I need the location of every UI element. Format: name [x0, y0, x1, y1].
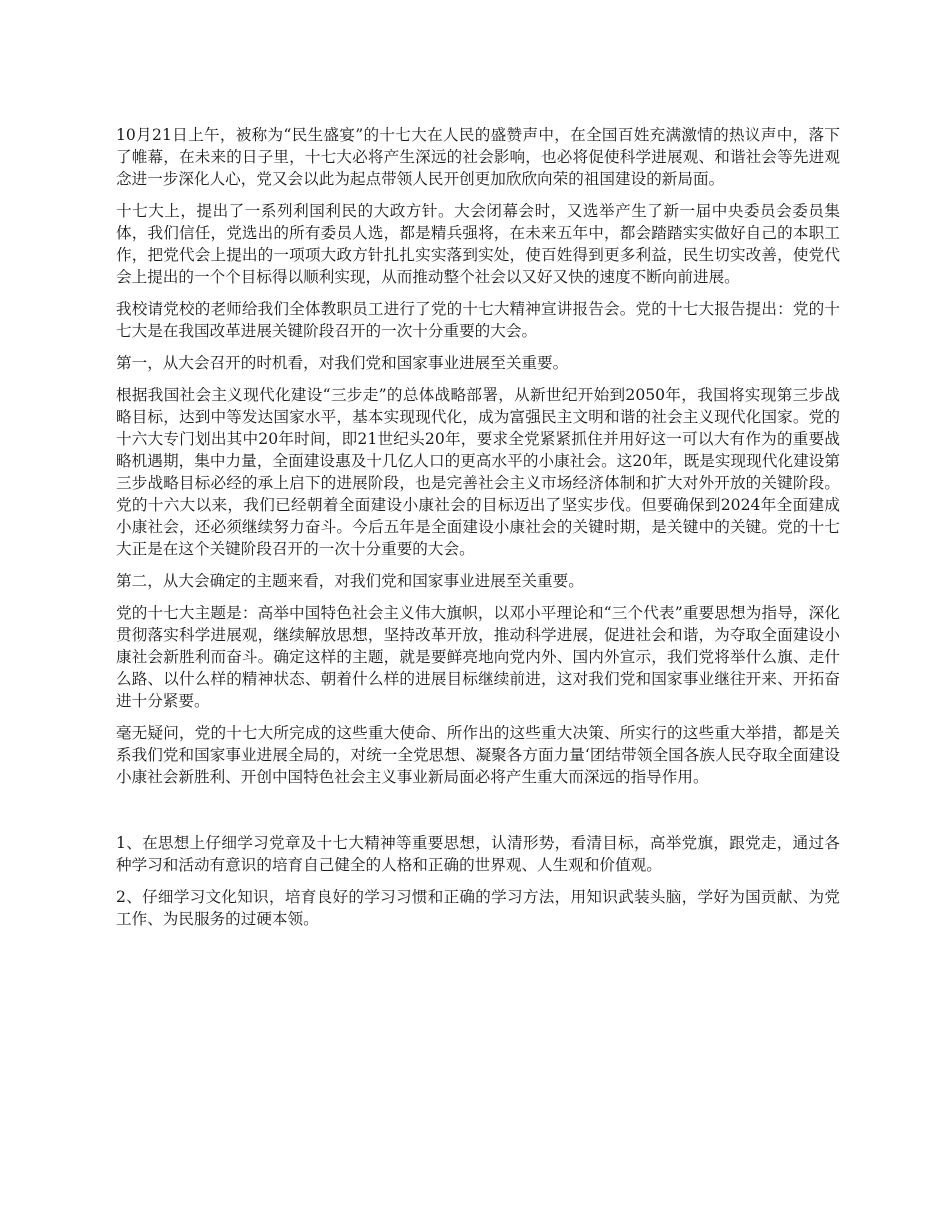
- paragraph-intro: 10月21日上午，被称为“民生盛宴”的十七大在人民的盛赞声中，在全国百姓充满激情的热议声中，落下了帷幕，在未来的日子里，十七大必将产生深远的社会影响，也必将促使科学进展观、和谐社会等先进观念进一步深化人心，党又会以此为起点带领人民开创更加欣欣向荣的祖国建设的新局面。: [116, 126, 840, 188]
- document-body: [116, 124, 840, 940]
- paragraph-lecture: 我校请党校的老师给我们全体教职员工进行了党的十七大精神宣讲报告会。党的十七大报告提出：党的十七大是在我国改革进展关键阶段召开的一次十分重要的大会。: [116, 300, 840, 340]
- list-item-1: 1、在思想上仔细学习党章及十七大精神等重要思想，认清形势，看清目标，高举党旗，跟党走，通过各种学习和活动有意识的培育自己健全的人格和正确的世界观、人生观和价值观。: [116, 834, 840, 874]
- paragraph-policies: 十七大上，提出了一系列利国利民的大政方针。大会闭幕会时，又选举产生了新一届中央委员会委员集体，我们信任，党选出的所有委员人选，都是精兵强将，在未来五年中，都会踏踏实实做好自己的本职工作，把党代会上提出的一项项大政方针扎扎实实落到实处，使百姓得到更多利益，民生切实改善，使党代会上提出的一个个目标得以顺利实现，从而推动整个社会以又好又快的速度不断向前进展。: [116, 202, 840, 286]
- paragraph-conclusion: 毫无疑问，党的十七大所完成的这些重大使命、所作出的这些重大决策、所实行的这些重大举措，都是关系我们党和国家事业进展全局的，对统一全党思想、凝聚各方面力量‘团结带领全国各族人民夺取全面建设小康社会新胜利、开创中国特色社会主义事业新局面必将产生重大而深远的指导作用。: [116, 724, 840, 786]
- paragraph-strategy: 根据我国社会主义现代化建设“三步走”的总体战略部署，从新世纪开始到2050年，我国将实现第三步战略目标，达到中等发达国家水平，基本实现现代化，成为富强民主文明和谐的社会主义现代化国家。党的十六大专门划出其中20年时间，即21世纪头20年，要求全党紧紧抓住并用好这一可以大有作为的重要战略机遇期，集中力量，全面建设惠及十几亿人口的更高水平的小康社会。这20年，既是实现现代化建设第三步战略目标必经的承上启下的进展阶段，也是完善社会主义市场经济体制和扩大对外开放的关键阶段。党的十六大以来，我们已经朝着全面建设小康社会的目标迈出了坚实步伐。但要确保到2024年全面建成小康社会，还必须继续努力奋斗。今后五年是全面建设小康社会的关键时期，是关键中的关键。党的十七大正是在这个关键阶段召开的一次十分重要的大会。: [116, 386, 840, 558]
- paragraph-theme: 党的十七大主题是：高举中国特色社会主义伟大旗帜，以邓小平理论和“三个代表”重要思想为指导，深化贯彻落实科学进展观，继续解放思想，坚持改革开放，推动科学进展，促进社会和谐，为夺取全面建设小康社会新胜利而奋斗。确定这样的主题，就是要鲜亮地向党内外、国内外宣示，我们党将举什么旗、走什么路、以什么样的精神状态、朝着什么样的进展目标继续前进，这对我们党和国家事业继往开来、开拓奋进十分紧要。: [116, 604, 840, 710]
- paragraph-point-one: 第一，从大会召开的时机看，对我们党和国家事业进展至关重要。: [116, 354, 569, 372]
- paragraph-point-two: 第二，从大会确定的主题来看，对我们党和国家事业进展至关重要。: [116, 572, 584, 590]
- list-item-2: 2、仔细学习文化知识，培育良好的学习习惯和正确的学习方法，用知识武装头脑，学好为国贡献、为党工作、为民服务的过硬本领。: [116, 888, 840, 928]
